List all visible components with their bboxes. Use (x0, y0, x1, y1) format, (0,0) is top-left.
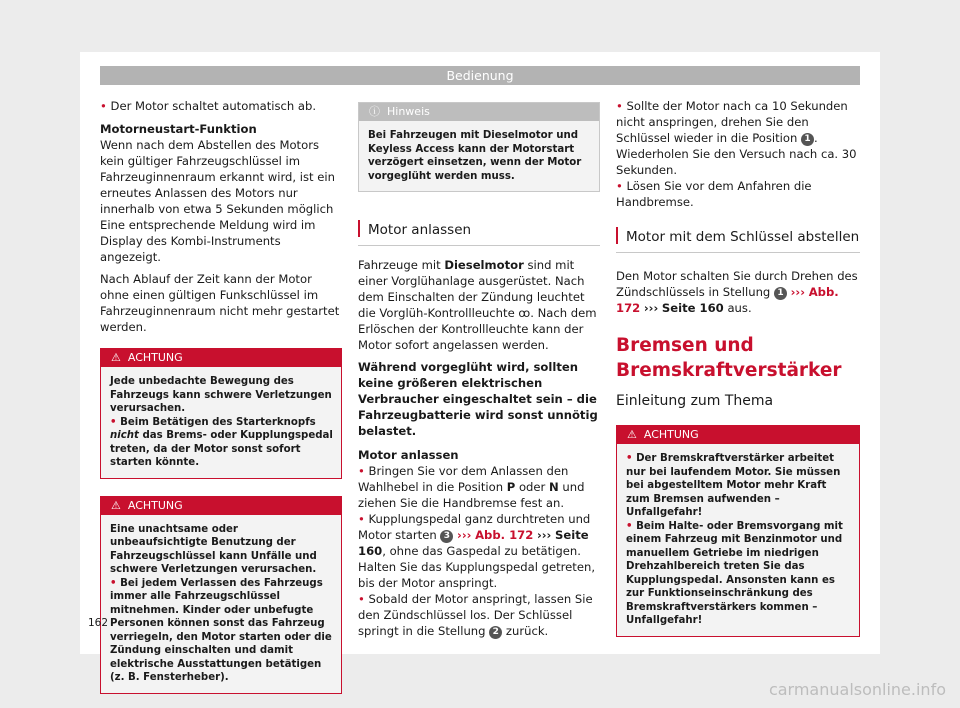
bullet-item: • Sobald der Motor anspringt, lassen Sie den Zündschlüssel los. Der Schlüssel springt in die Stellung 2 zurück. (358, 592, 593, 638)
warning-icon: ⚠ (111, 498, 121, 512)
paragraph: Nach Ablauf der Zeit kann der Motor ohne einen gültigen Funkschlüssel im Fahrzeuginnenraum nicht mehr gestartet werden. (100, 272, 340, 334)
paragraph: Fahrzeuge mit Dieselmotor sind mit einer Vorglühanlage ausgerüstet. Nach dem Einschalten der Zündung leuchtet die Vorglüh-Kontrollleuchte ꝏ. Nach dem Erlöschen der Kontrollleuchte kann der Motor sofort angelassen werden. (358, 258, 597, 352)
note-header: ⓘ Hinweis (359, 103, 599, 121)
bullet-item: • Kupplungspedal ganz durchtreten und Motor starten 3 ››› Abb. 172 ››› Seite 160, ohne das Gaspedal zu betätigen. Halten Sie das Kupplungspedal getreten, bis der Motor anspringt. (358, 512, 596, 590)
position-badge: 3 (440, 530, 453, 543)
bullet-item: • Lösen Sie vor dem Anfahren die Handbremse. (616, 179, 812, 209)
paragraph: Wenn nach dem Abstellen des Motors kein gültiger Fahrzeugschlüssel im Fahrzeuginnenraum erkannt wird, ist ein erneutes Anlassen des Motors nur innerhalb von etwa 5 Sekunden möglich Eine entsprechende Meldung wird im Display des Kombi-Instruments angezeigt. (100, 138, 335, 264)
note-body: Bei Fahrzeugen mit Dieselmotor und Keyless Access kann der Motorstart verzögert einsetzen, wenn der Motor vorgeglüht werden muss. (359, 121, 599, 191)
warning-text: Jede unbedachte Bewegung des Fahrzeugs kann schwere Verletzungen verursachen. (110, 376, 332, 414)
watermark: carmanualsonline.info (768, 680, 946, 699)
warning-header: ⚠ ACHTUNG (101, 349, 341, 367)
column-1 (100, 98, 342, 694)
warning-box (100, 348, 342, 479)
bullet-item: • Bringen Sie vor dem Anlassen den Wahlhebel in die Position P oder N und ziehen Sie die Handbremse fest an. (358, 464, 585, 510)
position-badge: 1 (801, 133, 814, 146)
warning-bullet: • Der Bremskraftverstärker arbeitet nur bei laufendem Motor. Sie müssen bei abgestelltem Motor mehr Kraft zum Bremsen aufwenden – Unfallgefahr! (626, 453, 841, 518)
warning-bullet: • Beim Halte- oder Bremsvorgang mit einem Fahrzeug mit Benzinmotor und manuellem Getriebe im niedrigen Drehzahlbereich treten Sie das Kupplungspedal. Ansonsten kann es zur Funktionseinschränkung des Bremskraftverstärkers kommen – Unfallgefahr! (626, 520, 843, 626)
paragraph-bold: Während vorgeglüht wird, sollten keine größeren elektrischen Verbraucher eingeschaltet sein – die Fahrzeugbatterie wird sonst unnötig belastet. (358, 360, 598, 438)
warning-box (100, 496, 342, 694)
subheading: Motorneustart-Funktion (100, 122, 257, 136)
page-link[interactable]: Seite 160 (358, 528, 589, 558)
position-badge: 1 (774, 287, 787, 300)
section-marker (616, 227, 618, 244)
position-badge: 2 (489, 626, 502, 639)
subheading: Motor anlassen (358, 448, 459, 462)
info-icon: ⓘ (369, 105, 380, 118)
warning-bullet: • Bei jedem Verlassen des Fahrzeugs immer alle Fahrzeugschlüssel mitnehmen. Kinder oder unbefugte Personen können sonst das Fahrzeug verriegeln, den Motor starten oder die Zündung einschalten und damit elektrische Ausstattungen betätigen (z. B. Fensterheber). (110, 577, 332, 683)
warning-body (101, 367, 341, 478)
chapter-title: Bremsen und Bremskraftverstärker (616, 335, 842, 381)
page-number: 162 (88, 617, 109, 629)
bullet-item: • Der Motor schaltet automatisch ab. (100, 99, 317, 113)
column-3 (616, 98, 860, 637)
page-header: Bedienung (100, 66, 860, 85)
section-heading: Motor anlassen (358, 220, 600, 246)
warning-text: Eine unachtsame oder unbeaufsichtigte Benutzung der Fahrzeugschlüssel kann Unfälle und schwere Verletzungen verursachen. (110, 523, 317, 575)
column-2 (358, 102, 600, 639)
glow-plug-icon: ꝏ (518, 306, 531, 320)
section-heading: Motor mit dem Schlüssel abstellen (616, 227, 860, 253)
warning-icon: ⚠ (111, 351, 121, 364)
warning-icon: ⚠ (627, 428, 637, 441)
section-marker (358, 220, 360, 237)
warning-box (616, 425, 860, 637)
bullet-item: • Sollte der Motor nach ca 10 Sekunden nicht anspringen, drehen Sie den Schlüssel wieder in die Position 1 . Wiederholen Sie den Versuch nach ca. 30 Sekunden. (616, 99, 857, 177)
figure-link[interactable]: Abb. 172 (616, 285, 839, 315)
warning-header: ⚠ ACHTUNG (101, 497, 341, 515)
warning-bullet: • Beim Betätigen des Starterknopfs nicht das Brems- oder Kupplungspedal treten, da der Motor sonst sofort starten könnte. (110, 416, 333, 468)
figure-link[interactable]: Abb. 172 (475, 528, 534, 542)
page-link[interactable]: Seite 160 (661, 301, 724, 315)
warning-body (101, 515, 341, 693)
chapter-subtitle: Einleitung zum Thema (616, 393, 774, 409)
warning-body (617, 444, 859, 636)
paragraph: Den Motor schalten Sie durch Drehen des Zündschlüssels in Stellung 1 ››› Abb. 172 ››› Seite 160 aus. (616, 269, 858, 315)
note-box (358, 102, 600, 192)
warning-header: ⚠ ACHTUNG (617, 426, 859, 444)
